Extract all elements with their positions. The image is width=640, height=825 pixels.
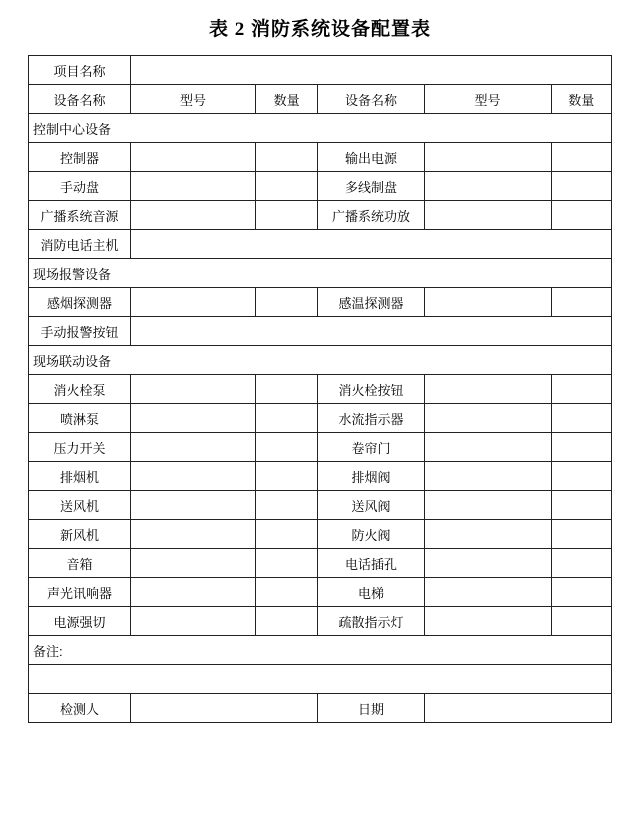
quantity-right[interactable]: [551, 143, 611, 172]
section-header-row: [29, 346, 612, 375]
quantity-left[interactable]: [255, 288, 317, 317]
header-device-name-2: 设备名称: [318, 85, 424, 114]
section-title: 控制中心设备: [29, 114, 612, 143]
model-left[interactable]: [131, 549, 256, 578]
model-right[interactable]: [424, 404, 551, 433]
model-right[interactable]: [424, 491, 551, 520]
project-name-label: 项目名称: [29, 56, 131, 85]
spacer-cell: [29, 665, 612, 694]
quantity-right[interactable]: [551, 172, 611, 201]
model-left[interactable]: [131, 375, 256, 404]
device-name-right: 电梯: [318, 578, 424, 607]
table-row: [29, 520, 612, 549]
model-right[interactable]: [424, 143, 551, 172]
table-row: [29, 549, 612, 578]
project-name-value[interactable]: [131, 56, 612, 85]
model-left[interactable]: [131, 143, 256, 172]
date-value[interactable]: [424, 694, 611, 723]
device-name-left: 广播系统音源: [29, 201, 131, 230]
quantity-right[interactable]: [551, 491, 611, 520]
model-right[interactable]: [424, 172, 551, 201]
device-name-left: 控制器: [29, 143, 131, 172]
device-name-left: 压力开关: [29, 433, 131, 462]
header-model-2: 型号: [424, 85, 551, 114]
model-right[interactable]: [424, 201, 551, 230]
spacer-row: [29, 665, 612, 694]
device-name-left: 电源强切: [29, 607, 131, 636]
table-row: [29, 578, 612, 607]
device-name-right: 疏散指示灯: [318, 607, 424, 636]
device-name-left: 声光讯响器: [29, 578, 131, 607]
device-name-left: 排烟机: [29, 462, 131, 491]
footer-row: [29, 694, 612, 723]
table-row: [29, 607, 612, 636]
remark-label[interactable]: 备注:: [29, 636, 612, 665]
table-row: [29, 230, 612, 259]
quantity-left[interactable]: [255, 520, 317, 549]
quantity-left[interactable]: [255, 404, 317, 433]
header-device-name-1: 设备名称: [29, 85, 131, 114]
quantity-left[interactable]: [255, 578, 317, 607]
device-name-right: 水流指示器: [318, 404, 424, 433]
quantity-right[interactable]: [551, 549, 611, 578]
quantity-left[interactable]: [255, 172, 317, 201]
device-name-right: 感温探测器: [318, 288, 424, 317]
table-row: [29, 375, 612, 404]
table-row-project-name: [29, 56, 612, 85]
table-row: [29, 288, 612, 317]
device-name-left: 消防电话主机: [29, 230, 131, 259]
device-name-left: 感烟探测器: [29, 288, 131, 317]
page-title: 表 2 消防系统设备配置表: [208, 19, 431, 40]
model-right[interactable]: [424, 578, 551, 607]
quantity-left[interactable]: [255, 462, 317, 491]
table-row: [29, 201, 612, 230]
section-header-row: [29, 114, 612, 143]
model-left[interactable]: [131, 607, 256, 636]
header-quantity-1: 数量: [255, 85, 317, 114]
model-left[interactable]: [131, 433, 256, 462]
device-name-right: 消火栓按钮: [318, 375, 424, 404]
model-left[interactable]: [131, 172, 256, 201]
device-name-right: 卷帘门: [318, 433, 424, 462]
device-name-left: 音箱: [29, 549, 131, 578]
table-row: [29, 491, 612, 520]
device-name-left: 手动报警按钮: [29, 317, 131, 346]
model-right[interactable]: [424, 520, 551, 549]
model-left[interactable]: [131, 491, 256, 520]
quantity-right[interactable]: [551, 375, 611, 404]
device-name-left: 喷淋泵: [29, 404, 131, 433]
table-row: [29, 462, 612, 491]
table-row: [29, 143, 612, 172]
quantity-left[interactable]: [255, 549, 317, 578]
quantity-left[interactable]: [255, 491, 317, 520]
model-right[interactable]: [424, 549, 551, 578]
device-name-left: 送风机: [29, 491, 131, 520]
device-name-right: 多线制盘: [318, 172, 424, 201]
date-label: 日期: [318, 694, 424, 723]
quantity-right[interactable]: [551, 578, 611, 607]
quantity-right[interactable]: [551, 288, 611, 317]
section-header-row: [29, 259, 612, 288]
section-title: 现场联动设备: [29, 346, 612, 375]
model-left[interactable]: [131, 462, 256, 491]
model-right[interactable]: [424, 607, 551, 636]
quantity-left[interactable]: [255, 143, 317, 172]
model-right[interactable]: [424, 433, 551, 462]
quantity-left[interactable]: [255, 201, 317, 230]
device-name-right: 广播系统功放: [318, 201, 424, 230]
remark-row: [29, 636, 612, 665]
model-left[interactable]: [131, 578, 256, 607]
table-header-row: [29, 85, 612, 114]
inspector-label: 检测人: [29, 694, 131, 723]
quantity-left[interactable]: [255, 375, 317, 404]
table-row: [29, 433, 612, 462]
section-title: 现场报警设备: [29, 259, 612, 288]
device-name-left: 新风机: [29, 520, 131, 549]
quantity-left[interactable]: [255, 433, 317, 462]
model-left[interactable]: [131, 317, 612, 346]
table-row: [29, 172, 612, 201]
inspector-value[interactable]: [131, 694, 318, 723]
table-row: [29, 317, 612, 346]
model-right[interactable]: [424, 462, 551, 491]
model-right[interactable]: [424, 375, 551, 404]
device-name-right: 电话插孔: [318, 549, 424, 578]
quantity-right[interactable]: [551, 404, 611, 433]
equipment-configuration-table: [28, 55, 612, 723]
device-name-left: 手动盘: [29, 172, 131, 201]
model-left[interactable]: [131, 520, 256, 549]
model-left[interactable]: [131, 404, 256, 433]
quantity-right[interactable]: [551, 607, 611, 636]
device-name-right: 送风阀: [318, 491, 424, 520]
model-left[interactable]: [131, 230, 612, 259]
model-right[interactable]: [424, 288, 551, 317]
model-left[interactable]: [131, 288, 256, 317]
device-name-left: 消火栓泵: [29, 375, 131, 404]
table-row: [29, 404, 612, 433]
header-quantity-2: 数量: [551, 85, 611, 114]
header-model-1: 型号: [131, 85, 256, 114]
device-name-right: 排烟阀: [318, 462, 424, 491]
quantity-right[interactable]: [551, 462, 611, 491]
quantity-left[interactable]: [255, 607, 317, 636]
device-name-right: 防火阀: [318, 520, 424, 549]
device-name-right: 输出电源: [318, 143, 424, 172]
quantity-right[interactable]: [551, 201, 611, 230]
quantity-right[interactable]: [551, 433, 611, 462]
quantity-right[interactable]: [551, 520, 611, 549]
model-left[interactable]: [131, 201, 256, 230]
